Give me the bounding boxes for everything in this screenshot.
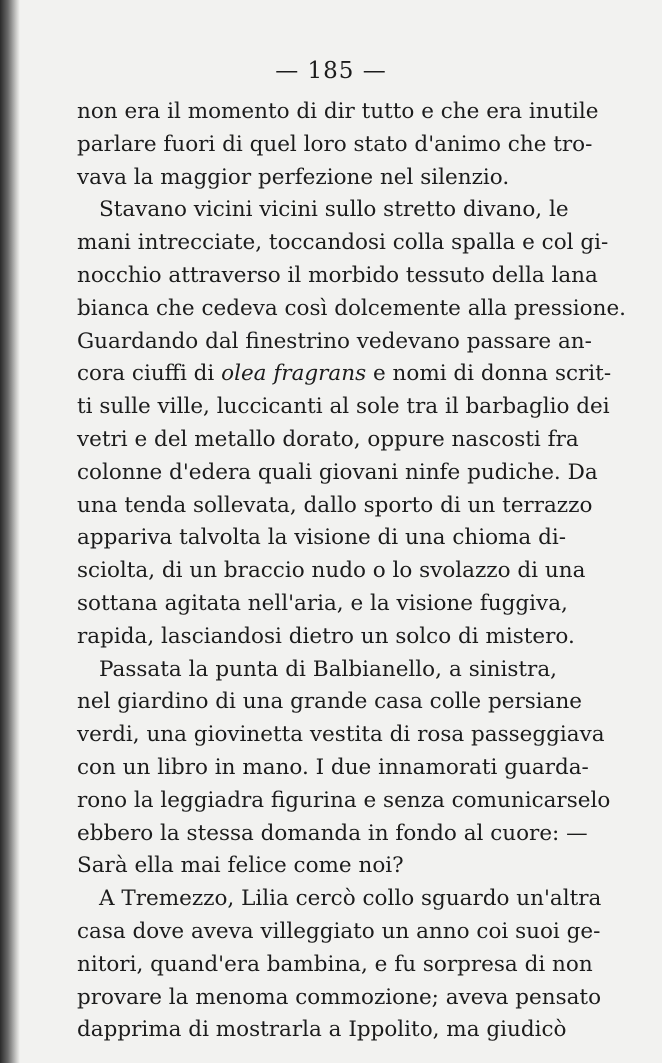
page-spine-shadow [0, 0, 20, 1063]
text-line: ti sulle ville, luccicanti al sole tra il barbaglio dei [77, 394, 610, 420]
text-line: A Tremezzo, Lilia cercò collo sguardo un'altra [99, 886, 602, 912]
text-line: nocchio attraverso il morbido tessuto della lana [77, 262, 598, 288]
text-line: bianca che cedeva così dolcemente alla pressione. [77, 295, 627, 321]
text-line: rapida, lasciandosi dietro un solco di mistero. [77, 623, 575, 649]
text-line: Passata la punta di Balbianello, a sinistra, [99, 656, 557, 682]
text-line: provare la menoma commozione; aveva pensato [77, 984, 602, 1010]
text-line: Stavano vicini vicini sullo stretto divano, le [99, 197, 569, 223]
text-line: vetri e del metallo dorato, oppure nascosti fra [77, 426, 579, 452]
text-line: Sarà ella mai felice come noi? [77, 853, 404, 879]
text-line: non era il momento di dir tutto e che era inutile [77, 99, 599, 124]
text-line: ebbero la stessa domanda in fondo al cuore: — [77, 820, 588, 846]
page-number: — 185 — [275, 58, 387, 84]
text-line: vava la maggior perfezione nel silenzio. [77, 164, 510, 190]
text-line: appariva talvolta la visione di una chioma di- [77, 525, 566, 551]
text-line: casa dove aveva villeggiato un anno coi suoi ge- [77, 918, 601, 944]
text-line: una tenda sollevata, dallo sporto di un terrazzo [77, 492, 593, 518]
text-line: nel giardino di una grande casa colle persiane [77, 689, 583, 715]
text-line: sottana agitata nell'aria, e la visione fuggiva, [77, 590, 568, 616]
text-line: con un libro in mano. I due innamorati guarda- [77, 754, 589, 780]
text-line: cora ciuffi di olea fragrans e nomi di donna scrit- [77, 361, 612, 387]
text-line: Guardando dal finestrino vedevano passare an- [77, 328, 592, 354]
text-line: parlare fuori di quel loro stato d'animo che tro- [77, 131, 593, 157]
text-line: verdi, una giovinetta vestita di rosa passeggiava [77, 722, 605, 748]
text-line: nitori, quand'era bambina, e fu sorpresa di non [77, 951, 593, 977]
text-line: mani intrecciate, toccandosi colla spalla e col gi- [77, 230, 609, 256]
text-line: sciolta, di un braccio nudo o lo svolazzo di una [77, 558, 586, 584]
text-line: dapprima di mostrarla a Ippolito, ma giudicò [77, 1017, 567, 1043]
text-line: rono la leggiadra figurina e senza comunicarselo [77, 787, 611, 813]
italic-term: olea fragrans [221, 361, 367, 387]
text-line: colonne d'edera quali giovani ninfe pudiche. Da [77, 459, 598, 485]
body-text [77, 96, 627, 1047]
